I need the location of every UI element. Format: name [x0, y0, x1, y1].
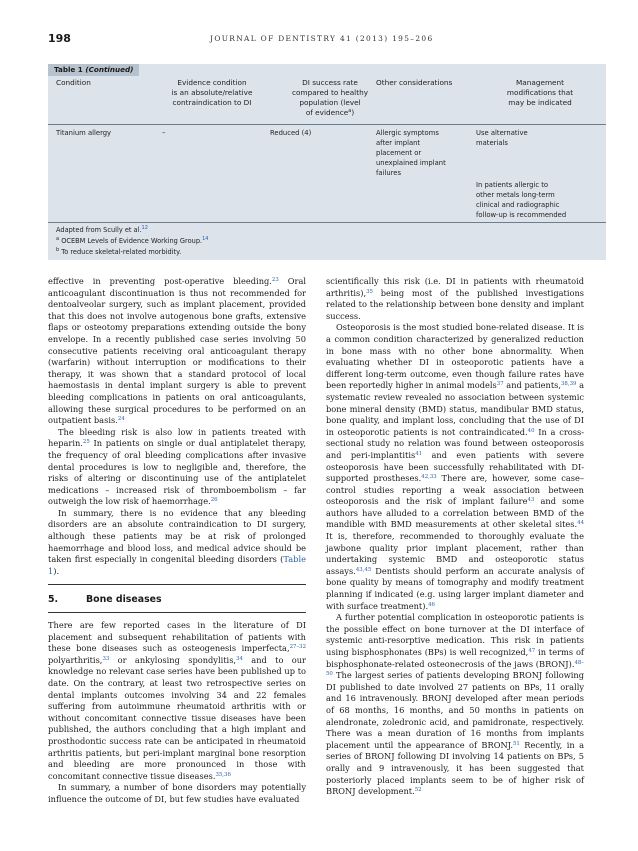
text: and to our knowledge no relevant case series have been published up to date. On the contrary, at least two retrospective series on dental implants outcomes involving 34 and 22 females suffering from autoimmune rheumatoid arthritis with or without concomitant connective tissue diseases have been published, the authors concluding that a high implant and prosthodontic success rate can be anticipated in rheumatoid arthritis patients, but peri-implant marginal bone resorption and bleeding are more pronounced in those with concomitant connective tissue diseases.: [48, 654, 306, 781]
header-management-line: may be indicated: [508, 98, 572, 107]
paragraph: [48, 782, 306, 805]
text: in terms of bisphosphonate-related osteonecrosis of the jaws (BRONJ).: [326, 647, 584, 669]
paragraph: [326, 322, 584, 612]
header-success-line: [270, 108, 390, 118]
text: and patients,: [503, 380, 561, 391]
header-success-line: DI success rate: [302, 78, 358, 87]
journal-header: JOURNAL OF DENTISTRY 41 (2013) 195–206: [210, 34, 434, 43]
text: The largest series of patients developing BRONJ following DI published to date involved 27 patients on BPs, 11 orally and 16 intravenously. BRONJ developed after mean periods of 68 months, 16 months, and 50 months in patients on alendronate, zoledronic acid, and pamidronate, respectively. There was a mean duration of 16 months from implants placement until the appearance of BRONJ.: [326, 670, 584, 750]
text: and even patients with severe osteoporosis have been successfully rehabilitated with DI-supported prostheses.: [326, 449, 584, 484]
header-evidence-line: is an absolute/relative: [171, 88, 253, 97]
cell-other-line: failures: [376, 169, 402, 177]
footnote-text: To reduce skeletal-related morbidity.: [61, 248, 182, 256]
cell-other: [376, 128, 446, 178]
text: The bleeding risk is also low in patients treated with heparin.: [48, 426, 306, 449]
text: It is, therefore, recommended to thoroughly evaluate the jawbone quality prior implant placement, rather than undertaking systemic BMD and osteoporotic status assays.: [326, 531, 584, 576]
cell-management-2: [476, 180, 566, 220]
citation[interactable]: 43: [527, 497, 535, 504]
footnote-text: OCEBM Levels of Evidence Working Group.: [61, 237, 203, 245]
header-condition: Condition: [56, 78, 91, 87]
header-management-line: modifications that: [506, 88, 574, 97]
cell-other-line: after implant: [376, 139, 421, 147]
header-management-line: Management: [515, 78, 565, 87]
text: being most of the published investigations related to the relationship between bone density and implant success.: [326, 287, 584, 321]
paragraph: [48, 276, 306, 427]
text: effective in preventing post-operative bleeding.: [48, 276, 272, 286]
cell-condition: Titanium allergy: [56, 129, 112, 137]
citation[interactable]: 34: [236, 655, 243, 662]
citation[interactable]: 25: [82, 439, 90, 446]
table-header-rule: [48, 124, 606, 125]
text: In a cross-sectional study no relation was found between osteoporosis and peri-implantitis: [326, 426, 584, 460]
text: Oral anticoagulant discontinuation is thus not recommended for dentoalveolar surgery, such as implant placement, provided that this does not involve autogenous bone grafts, extensive flaps or osteotomy preparations extending outside the bony envelope. In a recently published case series involving 50 consecutive patients receiving oral anticoagulant therapy (warfarin) without interruption or modifications to their therapy, it was shown that a standard protocol of local haemostasis in dental implant surgery is able to prevent bleeding complications in patients on oral anticoagulants, allowing these surgical procedures to be performed on an outpatient basis.: [48, 276, 306, 426]
paragraph: [48, 427, 306, 508]
section-title: Bone diseases: [86, 594, 162, 605]
section-number: 5.: [48, 594, 59, 605]
cell-management-line: other metals long-term: [476, 191, 555, 199]
footnote-ref: 12: [141, 225, 148, 231]
cell-management-line: clinical and radiographic: [476, 201, 560, 209]
citation[interactable]: 33: [102, 655, 110, 662]
citation[interactable]: 43,45: [355, 566, 372, 573]
cell-other-line: placement or: [376, 149, 422, 157]
citation[interactable]: 41: [415, 450, 423, 457]
header-evidence-line: Evidence condition: [177, 78, 247, 87]
text: There are, however, some case–control studies reporting a weak association between osteoporosis and the risk of implant failure: [326, 473, 584, 507]
citation[interactable]: 46: [428, 601, 435, 608]
citation[interactable]: 47: [528, 648, 536, 654]
cell-management-line: follow-up is recommended: [476, 211, 567, 219]
citation[interactable]: 26: [210, 497, 218, 504]
cell-other-line: unexplained implant: [376, 159, 446, 167]
citation[interactable]: 35,36: [215, 771, 231, 778]
citation[interactable]: 40: [527, 427, 535, 434]
paragraph: [326, 276, 584, 322]
cell-success: Reduced (4): [270, 129, 312, 137]
header-management: [480, 78, 600, 108]
citation[interactable]: 24: [117, 416, 125, 423]
header-success-line: population (level: [299, 98, 361, 107]
citation[interactable]: 48–50: [326, 659, 584, 678]
section-rule-top: [48, 584, 306, 585]
text: or ankylosing spondylitis,: [109, 654, 237, 665]
text: In summary, a number of bone disorders may potentially influence the outcome of DI, but few studies have evaluated: [48, 782, 306, 804]
text: Recently, in a series of BRONJ following DI involving 14 patients on BPs, 5 orally and 9 intravenously, it has been suggested that posteriorly placed implants seem to be of higher risk of BRONJ development.: [326, 739, 584, 797]
table-bottom-rule: [48, 222, 606, 223]
footnote-mark: a: [56, 236, 60, 242]
left-column-top: [48, 276, 306, 577]
header-success-close: ): [351, 108, 355, 117]
right-column: [326, 276, 584, 798]
cell-management-line: materials: [476, 139, 508, 147]
footnote-text: Adapted from Scully et al.: [56, 226, 142, 234]
left-column-bottom: [48, 620, 306, 806]
text: A further potential complication in osteoporotic patients is the possible effect on bone turnover at the DI interface of systemic anti-resorptive medication. This risk in patients using bisphosphonates (BPs) is well recognized,: [326, 612, 584, 657]
text: and some authors have alluded to a correlation between BMD of the mandible with BMD measurements at other skeletal sites.: [326, 496, 584, 530]
footnote-mark: b: [56, 247, 60, 253]
table-footnote-b: [56, 247, 181, 257]
header-success-line: compared to healthy: [291, 88, 369, 97]
header-evidence: [152, 78, 272, 108]
paragraph: [48, 508, 306, 578]
table-caption: [48, 64, 139, 76]
paragraph: [326, 612, 584, 798]
text: In patients on single or dual antiplatelet therapy, the frequency of oral bleeding complications after invasive dental procedures is low to negligible and, therefore, the risks of altering or discontinuing use of the antiplatelet medications – increased risk of thromboembolism – far outweigh the low risk of haemorrhage.: [48, 438, 306, 507]
table-footnote-a: [56, 236, 208, 246]
text: scientifically this risk (i.e. DI in patients with rheumatoid arthritis),: [326, 276, 584, 298]
citation[interactable]: 38,39: [561, 381, 577, 388]
page-number: 198: [48, 32, 71, 45]
citation[interactable]: 27–32: [289, 644, 306, 651]
cell-management-line: Use alternative: [476, 129, 528, 137]
paragraph: [48, 620, 306, 782]
text: a systematic review revealed no association between systemic bone mineral density (BMD) status, mandibular BMD status, bone quality, and implant loss, concluding that the use of DI in osteoporotic patients is not contraindicated.: [326, 380, 585, 437]
footnote-mark-a: a: [348, 108, 352, 114]
text: polyarthritis,: [48, 654, 103, 665]
text: ).: [53, 565, 60, 576]
text: Osteoporosis is the most studied bone-related disease. It is a common condition characterized by generalized reduction in bone mass with no other bone abnormality. When evaluating whether DI in osteoporotic patients have a different long-term outcome, even though failure rates have been reportedly higher in animal models: [326, 322, 584, 391]
text: There are few reported cases in the literature of DI placement and subsequent rehabilitation of patients with these bone diseases such as osteogenesis imperfecta,: [48, 620, 306, 654]
table-1-link[interactable]: Table 1: [48, 554, 306, 576]
header-evidence-line: contraindication to DI: [172, 98, 252, 107]
header-success: [270, 78, 390, 118]
cell-other-line: Allergic symptoms: [376, 129, 439, 137]
table-caption-label: Table 1: [54, 65, 83, 74]
text: Dentists should perform an accurate analysis of bone quality by means of tomography and modify treatment planning if indicated (e.g. using larger implant diameter and with surface treatment).: [326, 565, 584, 611]
citation[interactable]: 44: [577, 520, 584, 527]
cell-management-1: [476, 128, 528, 148]
text: In summary, there is no evidence that any bleeding disorders are an absolute contraindication to DI surgery, although these patients may be at risk of prolonged haemorrhage and blood loss, and medical advice should be taken first especially in congenital bleeding disorders (: [48, 507, 306, 565]
citation[interactable]: 51: [512, 740, 520, 747]
header-success-text: of evidence: [305, 108, 349, 117]
citation[interactable]: 35: [366, 288, 373, 295]
citation[interactable]: 42,33: [421, 474, 437, 481]
table-1: [48, 64, 606, 260]
citation[interactable]: 52: [414, 787, 422, 794]
table-caption-continued: (Continued): [85, 65, 134, 74]
citation[interactable]: 37: [496, 381, 504, 388]
section-rule-bottom: [48, 612, 306, 613]
citation[interactable]: 23: [271, 277, 279, 283]
section-heading: [48, 594, 162, 605]
table-footnote-adapted: [56, 225, 148, 235]
footnote-ref: 14: [202, 236, 209, 242]
cell-management-line: In patients allergic to: [476, 181, 549, 189]
cell-evidence: –: [162, 129, 166, 137]
header-other: Other considerations: [376, 78, 453, 87]
